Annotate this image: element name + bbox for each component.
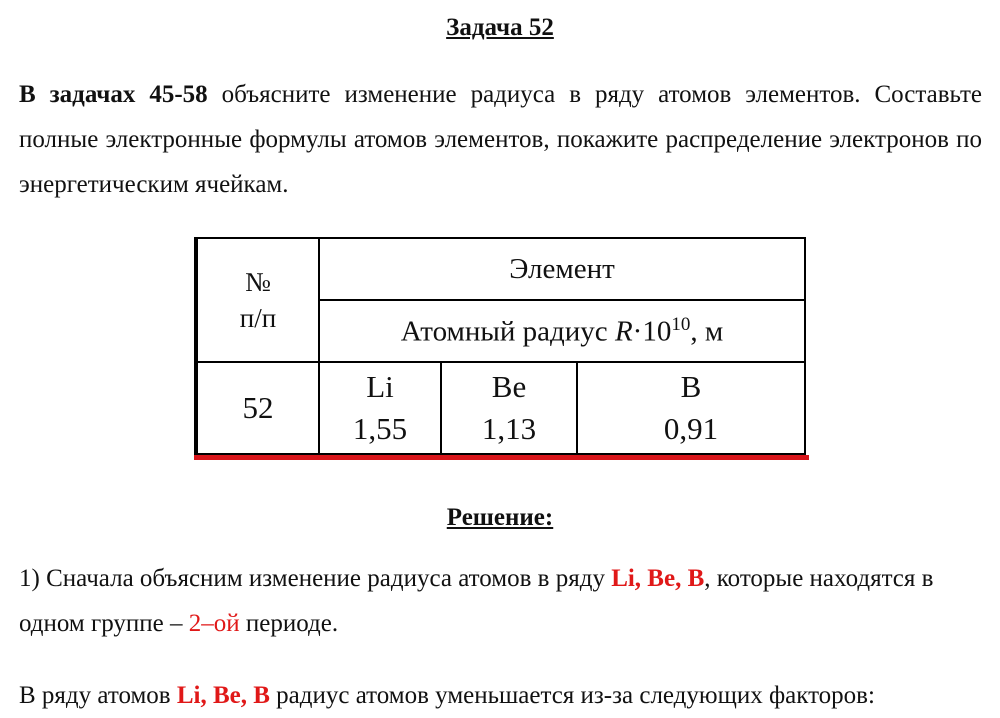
step1-text-b: , которые находятся в одном группе – bbox=[19, 565, 934, 637]
step1-text-a: 1) Сначала объясним изменение радиуса атомов в ряду bbox=[19, 565, 612, 592]
num-header bbox=[196, 238, 319, 362]
task-range: В задачах 45-58 bbox=[19, 81, 208, 108]
element-table bbox=[194, 237, 806, 455]
task-statement bbox=[19, 72, 982, 207]
step1-period: 2–ой bbox=[188, 610, 240, 637]
step1-text-c: периоде. bbox=[239, 610, 339, 637]
table-red-underline bbox=[194, 455, 809, 460]
radius-multiplier: ·10 bbox=[632, 315, 672, 348]
element-symbol: Li bbox=[366, 369, 394, 404]
num-header-symbol: № bbox=[245, 267, 271, 297]
element-cell-be bbox=[441, 362, 577, 454]
task-text: объясните изменение радиуса в ряду атомов элементов. Составьте полные электронные формулы атомов элементов, покажите распределение электронов по энергетическим ячейкам. bbox=[19, 81, 982, 198]
radius-exponent: 10 bbox=[671, 313, 691, 335]
element-radius: 1,55 bbox=[352, 411, 408, 446]
element-radius: 0,91 bbox=[663, 411, 719, 446]
solution-step-1 bbox=[19, 556, 982, 646]
element-radius: 1,13 bbox=[481, 411, 537, 446]
radius-header-text: Атомный радиус bbox=[400, 315, 615, 348]
element-table-wrapper bbox=[194, 237, 809, 463]
step2-text-b: радиус атомов уменьшается из-за следующих факторов: bbox=[269, 682, 875, 709]
step1-elements: Li, Be, B bbox=[611, 565, 705, 592]
row-number: 52 bbox=[196, 362, 319, 454]
element-cell-b bbox=[577, 362, 805, 454]
step2-text-a: В ряду атомов bbox=[19, 682, 177, 709]
num-header-label: п/п bbox=[239, 303, 277, 333]
solution-title: Решение: bbox=[446, 504, 554, 531]
page-title: Задача 52 bbox=[446, 14, 554, 41]
element-cell-li bbox=[319, 362, 441, 454]
radius-variable: R bbox=[614, 315, 633, 348]
radius-unit: , м bbox=[690, 315, 724, 348]
step2-elements: Li, Be, B bbox=[176, 682, 270, 709]
element-header: Элемент bbox=[319, 238, 805, 300]
radius-header bbox=[319, 300, 805, 362]
element-symbol: B bbox=[680, 369, 702, 404]
solution-step-2 bbox=[19, 673, 982, 718]
element-symbol: Be bbox=[491, 369, 527, 404]
